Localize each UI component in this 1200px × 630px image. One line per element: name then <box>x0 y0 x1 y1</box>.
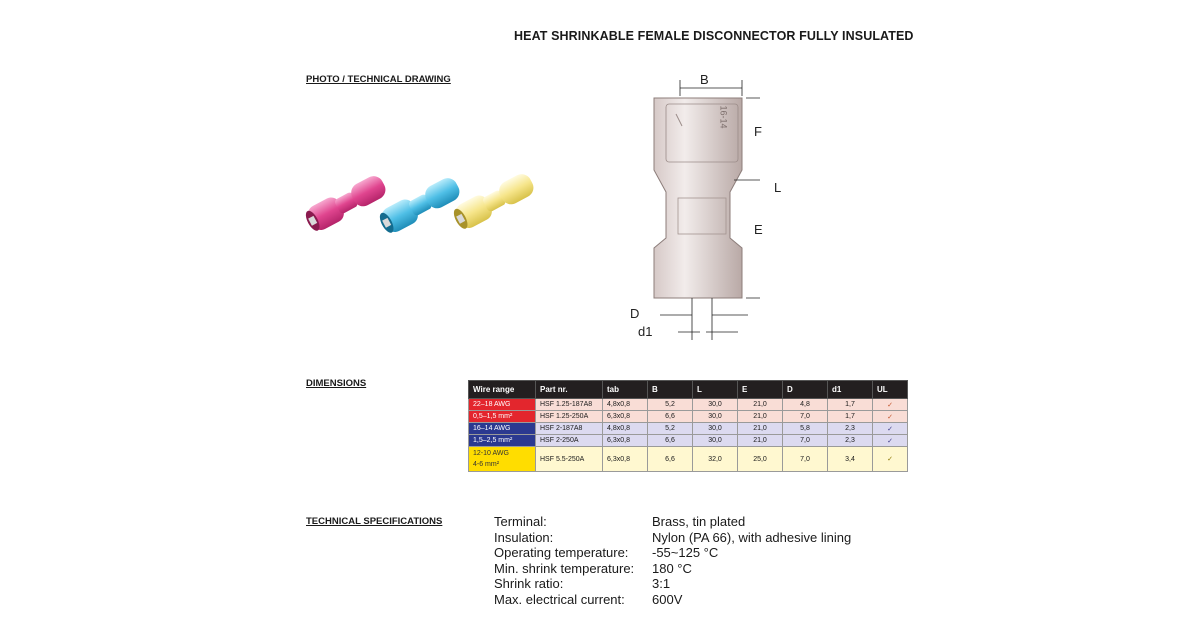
wire-range-cell: 0,5–1,5 mm² <box>469 411 536 423</box>
d1-cell: 2,3 <box>828 423 873 435</box>
d-cell: 7,0 <box>783 411 828 423</box>
wire-range-cell <box>469 447 536 472</box>
part-cell: HSF 2-187A8 <box>536 423 603 435</box>
ul-check-icon: ✓ <box>873 411 908 423</box>
col-l: L <box>693 381 738 399</box>
dim-d1-label: d1 <box>638 324 653 339</box>
table-row <box>469 411 908 423</box>
spec-key: Min. shrink temperature: <box>494 560 635 576</box>
ul-check-icon: ✓ <box>873 399 908 411</box>
spec-value: 3:1 <box>652 576 671 591</box>
drawing-marking: 16-14 <box>718 105 729 129</box>
d-cell: 7,0 <box>783 435 828 447</box>
e-cell: 21,0 <box>738 399 783 411</box>
spec-key: Operating temperature: <box>494 545 629 560</box>
e-cell: 25,0 <box>738 447 783 472</box>
table-row <box>469 447 908 472</box>
page-title: HEAT SHRINKABLE FEMALE DISCONNECTOR FULLY INSULATED <box>514 29 914 43</box>
col-part-nr: Part nr. <box>536 381 603 399</box>
e-cell: 21,0 <box>738 423 783 435</box>
dim-f-label: F <box>754 124 762 139</box>
tab-cell: 4,8x0,8 <box>603 399 648 411</box>
tab-cell: 6,3x0,8 <box>603 447 648 472</box>
blue-connector <box>376 174 463 237</box>
table-row <box>469 435 908 447</box>
tab-cell: 4,8x0,8 <box>603 423 648 435</box>
col-ul: UL <box>873 381 908 399</box>
ul-check-icon: ✓ <box>873 435 908 447</box>
wire-range-cell: 22–18 AWG <box>469 399 536 411</box>
dim-l-label: L <box>774 180 782 195</box>
l-cell: 30,0 <box>693 411 738 423</box>
technical-drawing <box>620 70 760 345</box>
b-cell: 5,2 <box>648 399 693 411</box>
col-e: E <box>738 381 783 399</box>
spec-row-terminal <box>494 514 851 530</box>
wire-range-cell: 16–14 AWG <box>469 423 536 435</box>
l-cell: 30,0 <box>693 399 738 411</box>
spec-value: Nylon (PA 66), with adhesive lining <box>652 529 852 545</box>
e-cell: 21,0 <box>738 411 783 423</box>
section-dimensions-label: DIMENSIONS <box>306 378 367 389</box>
wire-range-mm: 4-6 mm² <box>473 461 500 468</box>
b-cell: 6,6 <box>648 435 693 447</box>
col-tab: tab <box>603 381 648 399</box>
col-wire-range: Wire range <box>469 381 536 399</box>
d1-cell: 1,7 <box>828 399 873 411</box>
spec-key: Terminal: <box>494 514 547 529</box>
part-cell: HSF 1.25-250A <box>536 411 603 423</box>
dim-d-label: D <box>630 306 640 321</box>
d-cell: 4,8 <box>783 399 828 411</box>
wire-range-cell: 1,5–2,5 mm² <box>469 435 536 447</box>
dim-e-label: E <box>754 222 763 237</box>
spec-row-shrink-temperature <box>494 561 851 577</box>
b-cell: 5,2 <box>648 423 693 435</box>
part-cell: HSF 5.5-250A <box>536 447 603 472</box>
part-cell: HSF 1.25-187A8 <box>536 399 603 411</box>
part-cell: HSF 2-250A <box>536 435 603 447</box>
col-d1: d1 <box>828 381 873 399</box>
b-cell: 6,6 <box>648 447 693 472</box>
spec-value: 600V <box>652 591 683 607</box>
table-row <box>469 423 908 435</box>
section-specs-label: TECHNICAL SPECIFICATIONS <box>306 516 443 527</box>
spec-value: -55~125 °C <box>652 545 719 560</box>
section-photo-label: PHOTO / TECHNICAL DRAWING <box>306 74 451 85</box>
ul-check-icon: ✓ <box>873 423 908 435</box>
table-header-row <box>469 381 908 399</box>
spec-key: Max. electrical current: <box>494 591 625 607</box>
col-b: B <box>648 381 693 399</box>
ul-check-icon: ✓ <box>873 447 908 472</box>
yellow-connector <box>450 170 537 233</box>
spec-row-insulation <box>494 530 851 546</box>
pink-connector <box>302 172 389 235</box>
l-cell: 32,0 <box>693 447 738 472</box>
col-d: D <box>783 381 828 399</box>
spec-row-operating-temperature <box>494 545 851 561</box>
specs-list <box>494 514 851 607</box>
spec-value: 180 °C <box>652 560 692 576</box>
dim-b-label: B <box>700 72 709 87</box>
d-cell: 7,0 <box>783 447 828 472</box>
d1-cell: 2,3 <box>828 435 873 447</box>
spec-key: Shrink ratio: <box>494 576 564 591</box>
tab-cell: 6,3x0,8 <box>603 411 648 423</box>
d1-cell: 3,4 <box>828 447 873 472</box>
dimensions-table <box>468 380 908 472</box>
table-row <box>469 399 908 411</box>
d-cell: 5,8 <box>783 423 828 435</box>
l-cell: 30,0 <box>693 435 738 447</box>
e-cell: 21,0 <box>738 435 783 447</box>
tab-cell: 6,3x0,8 <box>603 435 648 447</box>
spec-row-shrink-ratio <box>494 576 851 592</box>
product-photo <box>300 160 545 260</box>
spec-key: Insulation: <box>494 529 554 545</box>
b-cell: 6,6 <box>648 411 693 423</box>
l-cell: 30,0 <box>693 423 738 435</box>
wire-range-awg: 12-10 AWG <box>473 450 509 457</box>
d1-cell: 1,7 <box>828 411 873 423</box>
spec-row-electrical-current <box>494 592 851 608</box>
spec-value: Brass, tin plated <box>652 514 746 529</box>
